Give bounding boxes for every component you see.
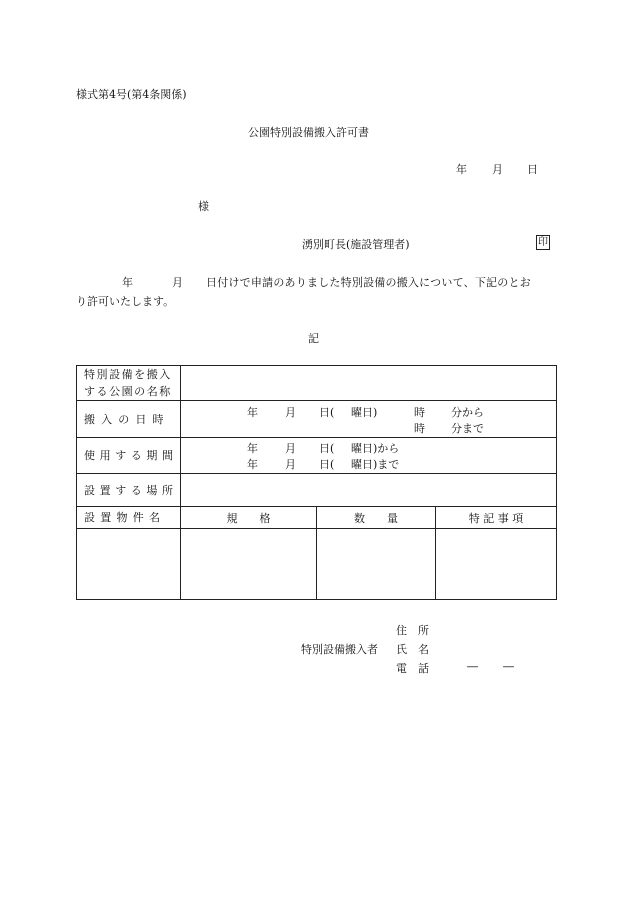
period-month-to: 月 [285,458,296,471]
form-number: 様式第4号(第4条関係) [76,88,187,101]
header-spec: 規 格 [181,507,317,529]
seal-icon: 印 [538,237,548,248]
date-month: 月 [492,163,503,176]
date-year: 年 [456,163,467,176]
datetime-hour-to: 時 [414,422,425,435]
item-name-cell[interactable] [77,529,181,600]
park-name-row [77,366,557,401]
park-name-value[interactable] [181,366,557,401]
period-value[interactable] [181,438,557,474]
item-remarks-cell[interactable] [436,529,557,600]
seal-mark [536,235,550,250]
details-table [76,365,557,600]
period-year-to: 年 [247,458,258,471]
issuer: 湧別町長(施設管理者) [302,238,410,251]
item-spec-cell[interactable] [181,529,317,600]
datetime-year: 年 [247,406,258,419]
period-weekday-from: 曜日)から [351,442,400,455]
name-label: 氏 名 [396,643,429,656]
datetime-weekday: 曜日) [351,406,378,419]
items-header-row [77,507,557,529]
datetime-from: 分から [451,406,484,419]
period-day-to: 日( [319,458,335,471]
park-name-label-line2: する公園の名称 [84,385,172,398]
body-line2: り許可いたします。 [76,295,175,308]
datetime-month: 月 [285,406,296,419]
phone-label: 電 話 [396,662,429,675]
datetime-day: 日( [319,406,335,419]
ki-heading: 記 [308,332,319,345]
location-value[interactable] [181,474,557,507]
header-remarks: 特 記 事 項 [436,507,557,529]
datetime-label: 搬 入 の 日 時 [77,401,181,438]
phone-dash-2: ― [503,660,514,673]
items-row [77,529,557,600]
datetime-row [77,401,557,438]
park-name-label [77,366,181,401]
applicant-role: 特別設備搬入者 [301,643,378,656]
location-row [77,474,557,507]
body-line1: 日付けで申請のありました特別設備の搬入について、下記のとお [206,276,531,289]
document-title: 公園特別設備搬入許可書 [248,126,369,139]
period-label: 使 用 す る 期 間 [77,438,181,474]
header-item-name: 設 置 物 件 名 [77,507,181,529]
park-name-label-line1: 特別設備を搬入 [84,368,172,381]
address-label: 住 所 [396,624,429,637]
period-row [77,438,557,474]
recipient-suffix: 様 [198,200,209,213]
period-month-from: 月 [285,442,296,455]
datetime-hour-from: 時 [414,406,425,419]
body-year: 年 [122,276,133,289]
period-year-from: 年 [247,442,258,455]
period-day-from: 日( [319,442,335,455]
datetime-value[interactable] [181,401,557,438]
phone-dash-1: ― [467,660,478,673]
location-label: 設 置 す る 場 所 [77,474,181,507]
body-month: 月 [172,276,183,289]
item-quantity-cell[interactable] [317,529,436,600]
date-day: 日 [527,163,538,176]
header-quantity: 数 量 [317,507,436,529]
datetime-to: 分まで [451,422,484,435]
period-weekday-to: 曜日)まで [351,458,400,471]
